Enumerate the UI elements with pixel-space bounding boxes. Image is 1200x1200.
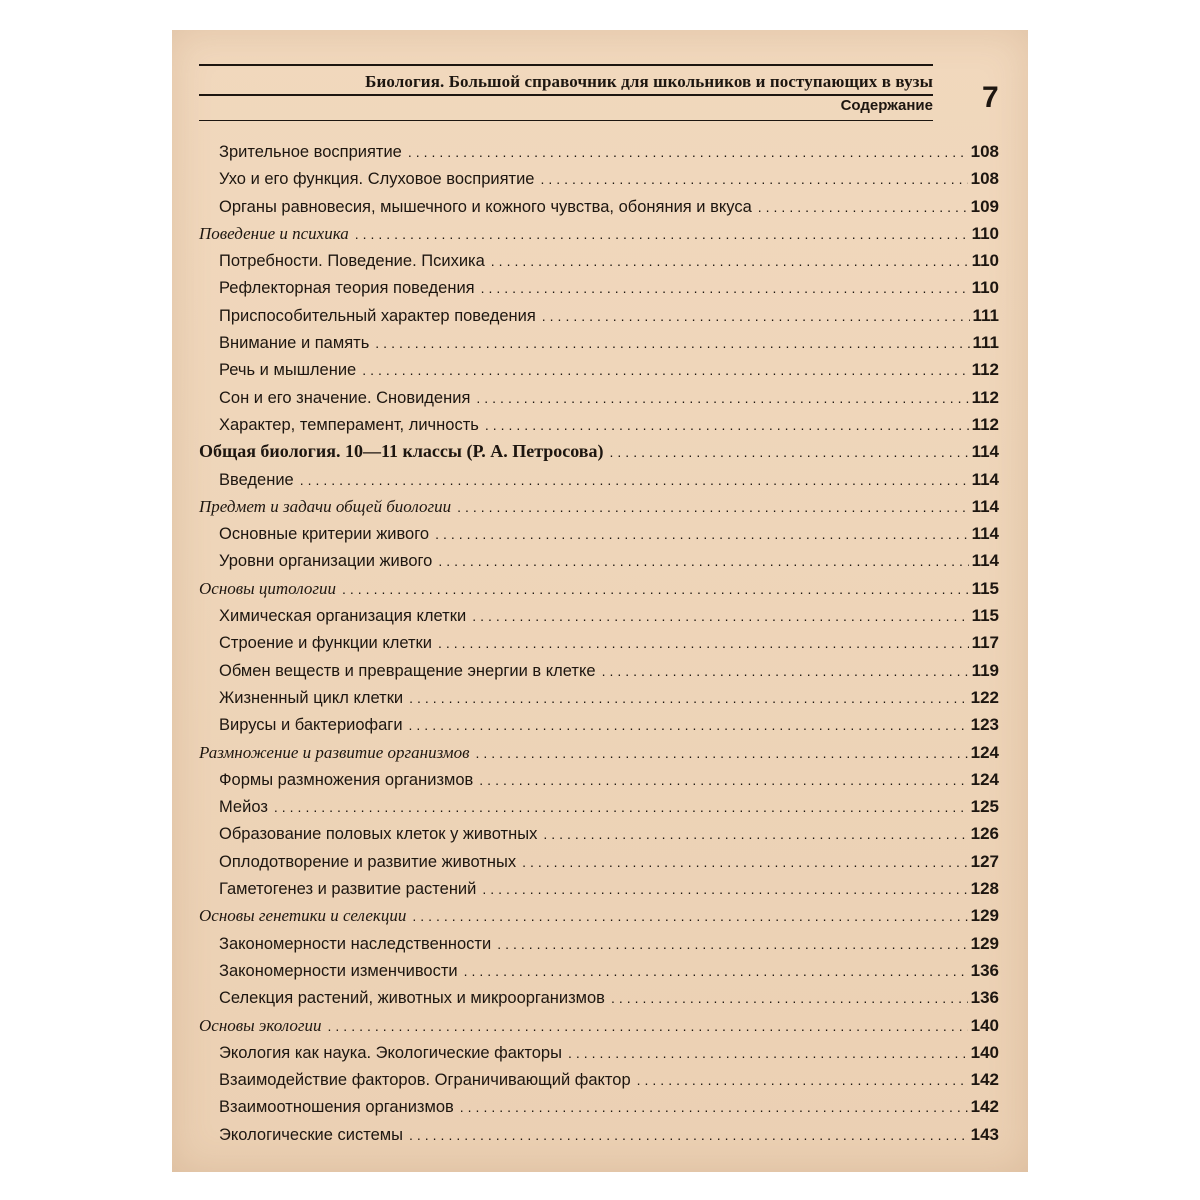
toc-entry-title: Строение и функции клетки <box>219 634 432 653</box>
toc-entry-title: Жизненный цикл клетки <box>219 688 404 707</box>
toc-entry-title: Размножение и развитие организмов <box>199 742 470 762</box>
header-rule-top <box>199 64 933 66</box>
toc-entry-page: 122 <box>970 687 999 707</box>
toc-entry <box>199 547 999 574</box>
toc-entry <box>199 1039 999 1066</box>
dot-leader <box>274 794 968 821</box>
dot-leader <box>522 849 968 876</box>
toc-entry-title: Закономерности изменчивости <box>219 961 458 980</box>
toc-entry-title: Основы цитологии <box>199 578 337 598</box>
toc-entry <box>199 1121 999 1148</box>
toc-entry <box>199 820 999 847</box>
toc-entry <box>199 411 999 438</box>
toc-entry-page: 111 <box>972 305 999 325</box>
toc-entry-page: 129 <box>970 933 999 953</box>
toc-entry-title: Зрительное восприятие <box>219 143 402 161</box>
toc-entry-page: 114 <box>971 442 999 462</box>
toc-entry-title: Экологические системы <box>219 1125 403 1144</box>
toc-entry <box>199 848 999 875</box>
toc-entry-page: 119 <box>971 660 999 680</box>
toc-entry <box>199 711 999 738</box>
toc-entry <box>199 193 999 220</box>
toc-entry-title: Введение <box>219 470 294 489</box>
toc-entry <box>199 984 999 1011</box>
dot-leader <box>482 876 967 903</box>
dot-leader <box>409 712 968 739</box>
dot-leader <box>542 303 970 330</box>
toc-entry-page: 136 <box>970 988 999 1008</box>
toc-entry-title: Химическая организация клетки <box>219 607 467 626</box>
toc-entry-title: Речь и мышление <box>219 361 357 380</box>
toc-entry-title: Взаимодействие факторов. Ограничивающий фактор <box>219 1071 631 1090</box>
dot-leader <box>481 275 969 302</box>
toc-entry-page: 115 <box>971 606 999 626</box>
toc-entry <box>199 274 999 301</box>
header-rule-middle <box>199 94 933 96</box>
dot-leader <box>457 494 968 521</box>
toc-entry-title: Поведение и психика <box>199 223 349 243</box>
section-title: Содержание <box>840 97 933 114</box>
toc-entry <box>199 329 999 356</box>
toc-part-heading <box>199 438 999 465</box>
toc-entry <box>199 793 999 820</box>
toc-entry <box>199 1093 999 1120</box>
dot-leader <box>460 1094 968 1121</box>
toc-entry-title: Обмен веществ и превращение энергии в клетке <box>219 661 596 680</box>
toc-entry-title: Гаметогенез и развитие растений <box>219 880 477 899</box>
toc-entry-page: 108 <box>970 169 999 189</box>
toc-entry-page: 142 <box>970 1070 999 1090</box>
dot-leader <box>497 931 967 958</box>
toc-entry-title: Характер, темперамент, личность <box>219 415 479 434</box>
toc-entry <box>199 138 999 165</box>
toc-entry <box>199 602 999 629</box>
toc-entry-page: 108 <box>970 142 999 161</box>
toc-entry-page: 112 <box>971 387 999 407</box>
dot-leader <box>543 821 967 848</box>
toc-entry <box>199 302 999 329</box>
toc-entry-title: Селекция растений, животных и микроорганизмов <box>219 989 605 1008</box>
toc-entry-title: Предмет и задачи общей биологии <box>199 496 452 516</box>
toc-entry-title: Образование половых клеток у животных <box>219 825 538 844</box>
dot-leader <box>438 630 969 657</box>
toc-entry-title: Формы размножения организмов <box>219 770 474 789</box>
toc-category <box>199 739 999 766</box>
toc-entry <box>199 165 999 192</box>
toc-entry-page: 110 <box>971 223 999 243</box>
toc-entry <box>199 875 999 902</box>
toc-entry-title: Сон и его значение. Сновидения <box>219 388 471 407</box>
dot-leader <box>476 385 968 412</box>
toc-entry-page: 114 <box>971 496 999 516</box>
table-of-contents <box>199 138 999 1148</box>
toc-entry-page: 123 <box>970 715 999 735</box>
toc-entry-page: 117 <box>971 633 999 653</box>
dot-leader <box>300 467 969 494</box>
header-rule-bottom <box>199 120 933 121</box>
toc-entry-title: Основы экологии <box>199 1015 322 1035</box>
toc-entry-title: Потребности. Поведение. Психика <box>219 252 485 271</box>
toc-entry-title: Основы генетики и селекции <box>199 906 407 926</box>
toc-entry <box>199 520 999 547</box>
dot-leader <box>328 1013 968 1040</box>
toc-entry-page: 112 <box>971 414 999 434</box>
dot-leader <box>610 439 969 466</box>
dot-leader <box>602 658 969 685</box>
dot-leader <box>611 985 968 1012</box>
dot-leader <box>472 603 968 630</box>
toc-entry-title: Взаимоотношения организмов <box>219 1098 454 1117</box>
toc-entry-page: 114 <box>971 524 999 544</box>
book-title: Биология. Большой справочник для школьников и поступающих в вузы <box>365 72 933 91</box>
toc-entry-page: 143 <box>970 1124 999 1144</box>
dot-leader <box>540 166 967 193</box>
dot-leader <box>438 548 968 575</box>
toc-entry-page: 142 <box>970 1097 999 1117</box>
dot-leader <box>464 958 968 985</box>
toc-entry <box>199 1066 999 1093</box>
toc-entry-page: 136 <box>970 960 999 980</box>
toc-entry <box>199 766 999 793</box>
toc-entry-title: Общая биология. 10—11 классы (Р. А. Петросова) <box>199 441 604 462</box>
toc-entry-page: 112 <box>971 360 999 380</box>
toc-entry-title: Мейоз <box>219 798 268 817</box>
toc-entry <box>199 384 999 411</box>
toc-entry-title: Основные критерии живого <box>219 525 430 544</box>
toc-entry <box>199 466 999 493</box>
dot-leader <box>408 139 968 166</box>
toc-entry-page: 129 <box>970 906 999 926</box>
book-page <box>172 30 1028 1172</box>
toc-entry <box>199 957 999 984</box>
toc-entry-title: Рефлекторная теория поведения <box>219 279 475 298</box>
toc-entry-title: Уровни организации живого <box>219 552 433 571</box>
toc-entry-page: 126 <box>970 824 999 844</box>
toc-entry-page: 124 <box>970 769 999 789</box>
dot-leader <box>758 194 968 221</box>
toc-category <box>199 902 999 929</box>
dot-leader <box>362 357 968 384</box>
toc-entry-title: Вирусы и бактериофаги <box>219 716 403 735</box>
dot-leader <box>342 576 969 603</box>
dot-leader <box>375 330 969 357</box>
dot-leader <box>491 248 969 275</box>
dot-leader <box>568 1040 968 1067</box>
toc-entry-page: 114 <box>971 469 999 489</box>
toc-entry-page: 114 <box>971 551 999 571</box>
toc-entry-page: 125 <box>970 797 999 817</box>
toc-category <box>199 493 999 520</box>
toc-entry-page: 140 <box>970 1042 999 1062</box>
dot-leader <box>355 221 969 248</box>
toc-entry-title: Внимание и память <box>219 334 370 353</box>
toc-category <box>199 220 999 247</box>
running-header <box>199 64 933 121</box>
toc-entry-title: Закономерности наследственности <box>219 934 492 953</box>
toc-entry <box>199 657 999 684</box>
dot-leader <box>435 521 968 548</box>
toc-entry-title: Ухо и его функция. Слуховое восприятие <box>219 170 535 189</box>
toc-entry-page: 128 <box>970 879 999 899</box>
dot-leader <box>479 767 967 794</box>
toc-entry-title: Оплодотворение и развитие животных <box>219 852 517 871</box>
toc-entry <box>199 629 999 656</box>
toc-entry-page: 127 <box>970 851 999 871</box>
toc-entry-page: 110 <box>971 278 999 298</box>
toc-entry-title: Приспособительный характер поведения <box>219 306 536 325</box>
toc-entry-page: 124 <box>970 742 999 762</box>
page-number: 7 <box>982 81 999 114</box>
toc-entry <box>199 930 999 957</box>
toc-entry <box>199 247 999 274</box>
dot-leader <box>485 412 969 439</box>
toc-entry-page: 110 <box>971 251 999 271</box>
dot-leader <box>476 740 968 767</box>
dot-leader <box>637 1067 968 1094</box>
toc-entry-title: Экология как наука. Экологические факторы <box>219 1043 562 1062</box>
toc-entry-title: Органы равновесия, мышечного и кожного чувства, обоняния и вкуса <box>219 197 752 216</box>
toc-entry-page: 115 <box>971 578 999 598</box>
toc-entry-page: 140 <box>970 1015 999 1035</box>
toc-category <box>199 1012 999 1039</box>
toc-entry-page: 109 <box>970 196 999 216</box>
dot-leader <box>412 903 967 930</box>
dot-leader <box>409 685 967 712</box>
toc-entry-page: 111 <box>972 333 999 353</box>
dot-leader <box>409 1122 968 1149</box>
toc-category <box>199 575 999 602</box>
toc-entry <box>199 684 999 711</box>
toc-entry <box>199 356 999 383</box>
